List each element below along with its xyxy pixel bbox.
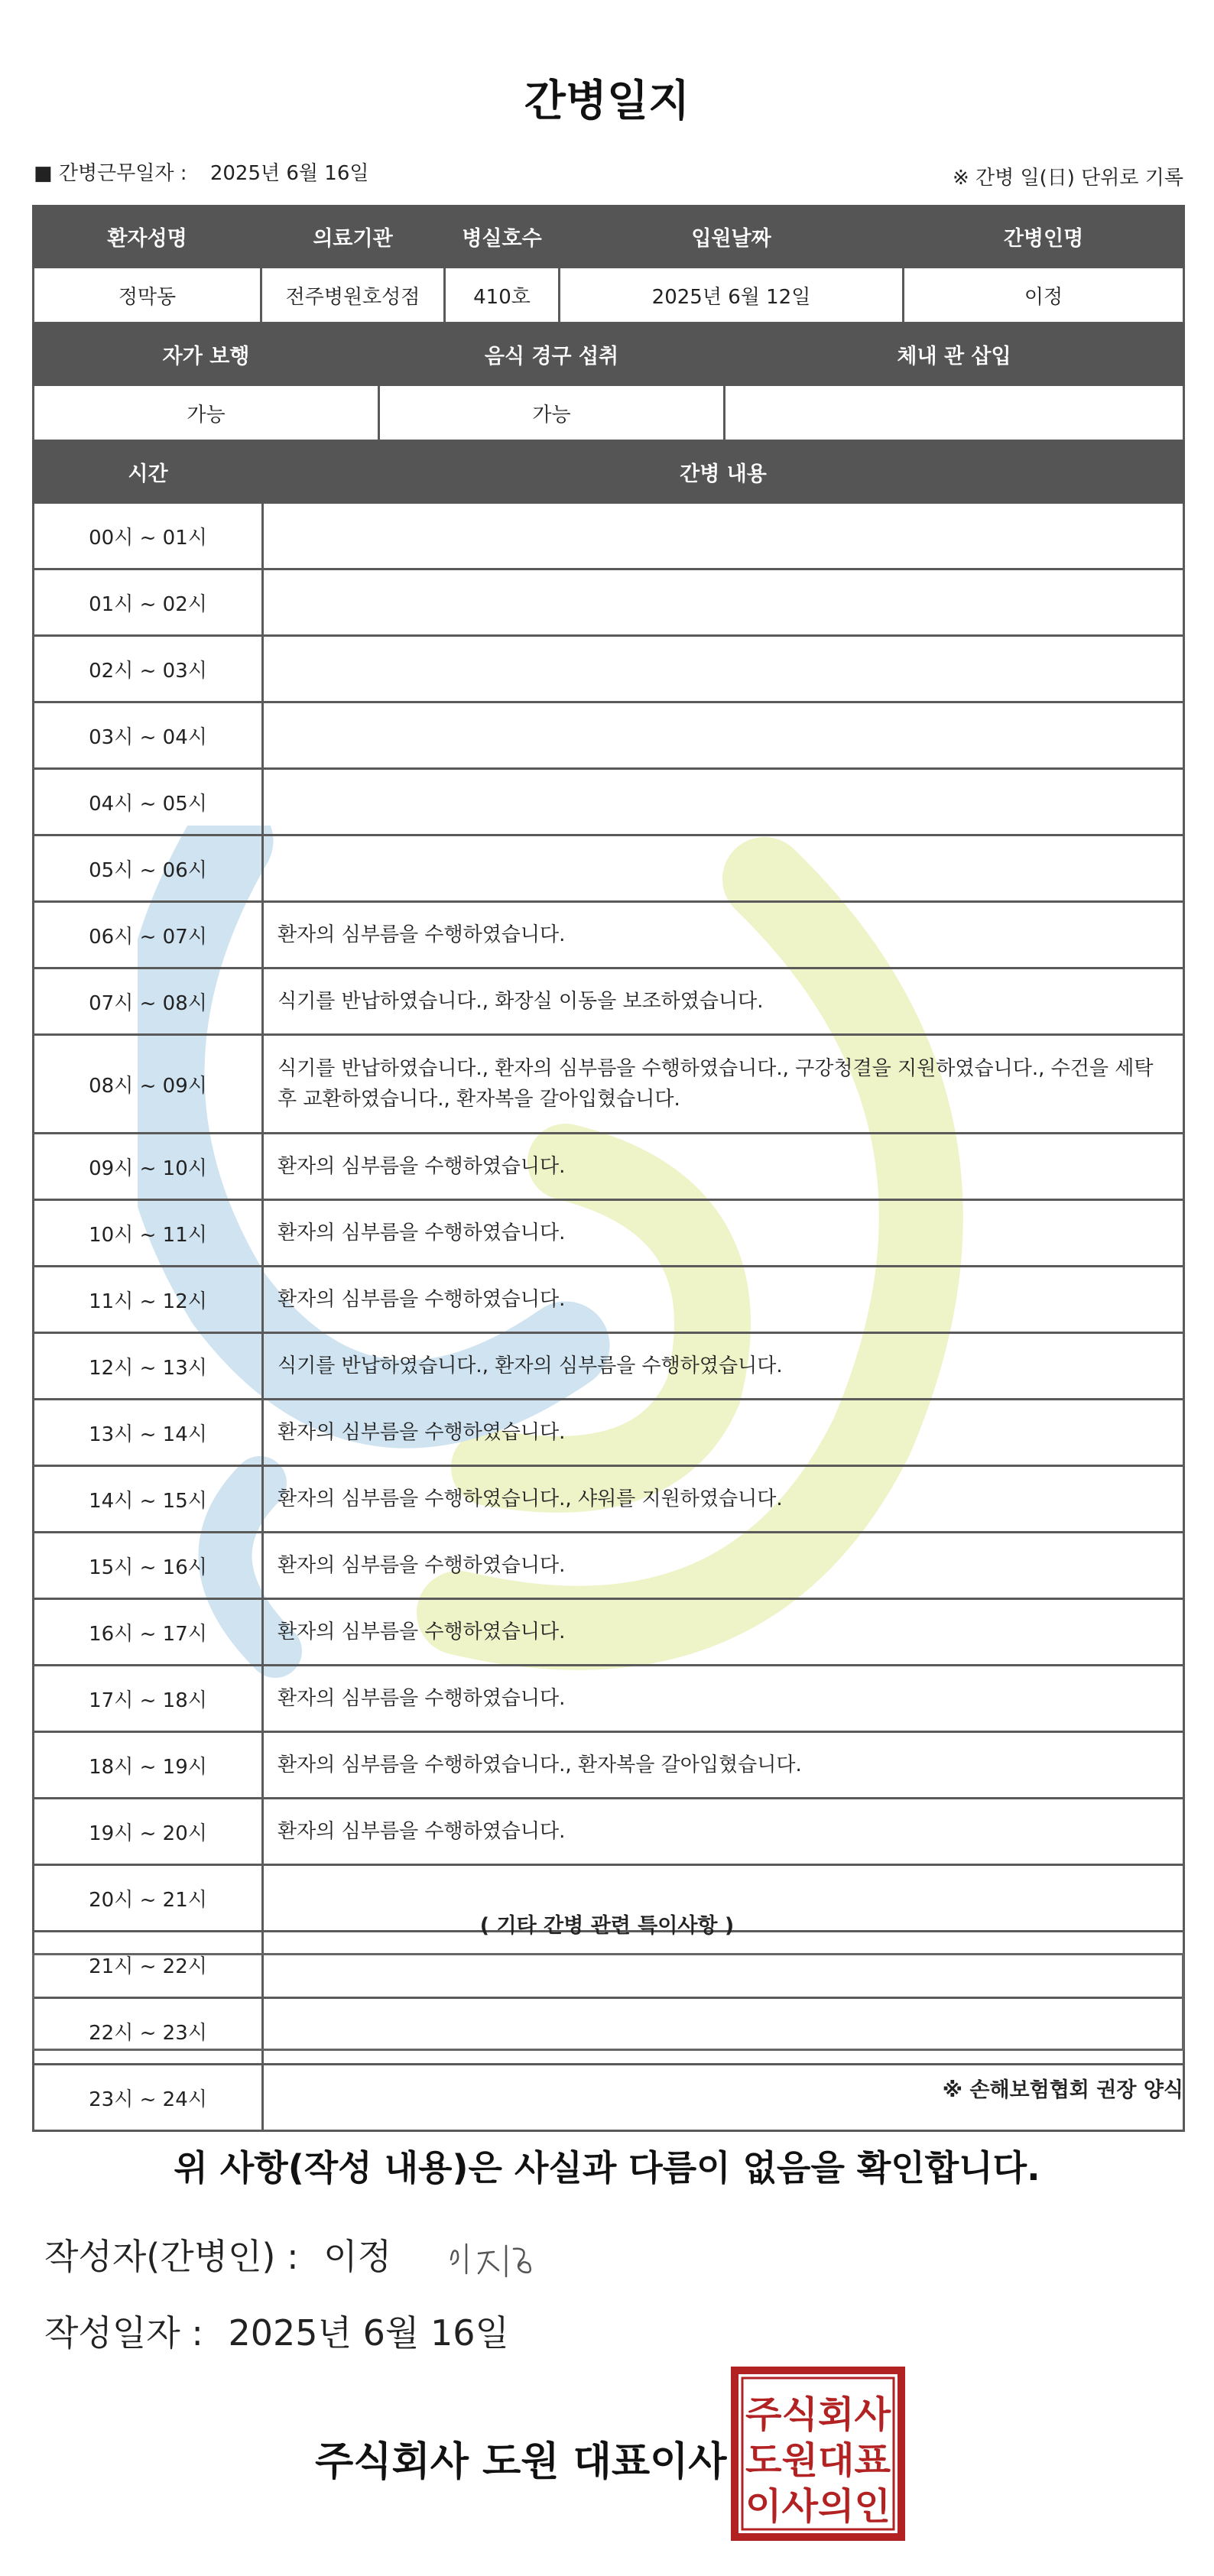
work-date (34, 157, 369, 186)
table-header-row (34, 442, 1184, 503)
svg-text:도원대표: 도원대표 (745, 2439, 891, 2482)
tube-insertion-status (725, 385, 1184, 441)
time-slot: 20시 ~ 21시 (34, 1865, 263, 1932)
time-slot: 05시 ~ 06시 (34, 835, 263, 902)
table-row (34, 1200, 1184, 1267)
record-unit-note: ※ 간병 일(日) 단위로 기록 (952, 167, 1183, 190)
patient-name: 정막동 (34, 268, 261, 323)
header-room: 병실호수 (445, 206, 560, 268)
table-row (34, 1732, 1184, 1799)
time-slot: 23시 ~ 24시 (34, 2065, 263, 2131)
handwritten-signature (443, 2230, 558, 2284)
care-content (263, 569, 1184, 636)
care-content (263, 636, 1184, 702)
write-date-line (44, 2305, 509, 2356)
time-slot: 21시 ~ 22시 (34, 1932, 263, 1998)
svg-text:주식회사: 주식회사 (745, 2393, 891, 2436)
care-content (263, 702, 1184, 769)
walking-status: 가능 (34, 385, 379, 441)
care-content: 환자의 심부름을 수행하였습니다., 샤워를 지원하였습니다. (263, 1466, 1184, 1533)
notes-title: ( 기타 간병 관련 특이사항 ) (479, 1914, 735, 1938)
care-content: 환자의 심부름을 수행하였습니다. (263, 1799, 1184, 1865)
time-slot: 07시 ~ 08시 (34, 968, 263, 1035)
time-slot: 08시 ~ 09시 (34, 1035, 263, 1134)
work-date-value: 2025년 6월 16일 (209, 162, 369, 185)
time-slot: 02시 ~ 03시 (34, 636, 263, 702)
table-row (34, 1666, 1184, 1732)
time-slot: 13시 ~ 14시 (34, 1400, 263, 1466)
time-slot: 16시 ~ 17시 (34, 1599, 263, 1666)
care-content: 환자의 심부름을 수행하였습니다. (263, 1599, 1184, 1666)
care-content: 환자의 심부름을 수행하였습니다. (263, 1666, 1184, 1732)
care-content: 환자의 심부름을 수행하였습니다. (263, 1200, 1184, 1267)
care-content: 환자의 심부름을 수행하였습니다. (263, 1533, 1184, 1599)
admission-date: 2025년 6월 12일 (560, 268, 904, 323)
time-slot: 11시 ~ 12시 (34, 1267, 263, 1333)
time-slot: 04시 ~ 05시 (34, 769, 263, 835)
time-slot: 00시 ~ 01시 (34, 503, 263, 569)
table-row (34, 1799, 1184, 1865)
table-row (34, 268, 1184, 323)
company-signature: 주식회사 도원 대표이사 (315, 2439, 727, 2485)
time-slot: 09시 ~ 10시 (34, 1134, 263, 1200)
table-row (34, 1035, 1184, 1134)
table-row (34, 636, 1184, 702)
write-date-value: 2025년 6월 16일 (228, 2312, 509, 2354)
table-row (34, 569, 1184, 636)
time-slot: 12시 ~ 13시 (34, 1333, 263, 1400)
care-content (263, 769, 1184, 835)
writer-label: 작성자(간병인) : (44, 2236, 299, 2277)
care-content: 환자의 심부름을 수행하였습니다. (263, 1267, 1184, 1333)
table-row (34, 702, 1184, 769)
header-time: 시간 (34, 442, 263, 503)
care-content: 환자의 심부름을 수행하였습니다. (263, 1134, 1184, 1200)
care-content: 환자의 심부름을 수행하였습니다. (263, 902, 1184, 968)
table-row (34, 1599, 1184, 1666)
writer-line (44, 2229, 391, 2279)
time-slot: 15시 ~ 16시 (34, 1533, 263, 1599)
header-walking: 자가 보행 (34, 324, 379, 385)
form-source-note: ※ 손해보험협회 권장 양식 (942, 2078, 1183, 2102)
table-row (34, 1466, 1184, 1533)
time-slot: 03시 ~ 04시 (34, 702, 263, 769)
room-number: 410호 (445, 268, 560, 323)
page-title: 간병일지 (524, 76, 690, 126)
care-content: 식기를 반납하였습니다., 화장실 이동을 보조하였습니다. (263, 968, 1184, 1035)
table-header-row (34, 206, 1184, 268)
time-slot: 22시 ~ 23시 (34, 1998, 263, 2065)
notes-box (32, 1953, 1184, 2051)
caregiver-name: 이정 (904, 268, 1184, 323)
care-content: 환자의 심부름을 수행하였습니다. (263, 1400, 1184, 1466)
work-date-label: ■ 간병근무일자 : (34, 162, 187, 185)
care-content (263, 835, 1184, 902)
header-admission-date: 입원날짜 (560, 206, 904, 268)
care-log-table (32, 440, 1185, 2132)
header-patient-name: 환자성명 (34, 206, 261, 268)
table-row (34, 769, 1184, 835)
header-tube-insertion: 체내 관 삽입 (725, 324, 1184, 385)
time-slot: 01시 ~ 02시 (34, 569, 263, 636)
table-row (34, 1333, 1184, 1400)
table-row (34, 503, 1184, 569)
time-slot: 19시 ~ 20시 (34, 1799, 263, 1865)
writer-name: 이정 (323, 2236, 392, 2277)
company-seal-stamp (730, 2366, 906, 2542)
care-content: 환자의 심부름을 수행하였습니다., 환자복을 갈아입혔습니다. (263, 1732, 1184, 1799)
header-hospital: 의료기관 (261, 206, 445, 268)
care-content (263, 503, 1184, 569)
oral-intake-status: 가능 (379, 385, 725, 441)
table-row (34, 1134, 1184, 1200)
write-date-label: 작성일자 : (44, 2312, 203, 2354)
header-oral-intake: 음식 경구 섭취 (379, 324, 725, 385)
svg-text:이사의인: 이사의인 (745, 2485, 891, 2528)
care-content: 식기를 반납하였습니다., 환자의 심부름을 수행하였습니다. (263, 1333, 1184, 1400)
confirmation-statement: 위 사항(작성 내용)은 사실과 다름이 없음을 확인합니다. (174, 2147, 1040, 2188)
patient-status-table (32, 323, 1185, 442)
table-row (34, 902, 1184, 968)
care-content: 식기를 반납하였습니다., 환자의 심부름을 수행하였습니다., 구강청결을 지원하였습니다., 수건을 세탁 후 교환하였습니다., 환자복을 갈아입혔습니다. (263, 1035, 1184, 1134)
table-row (34, 1267, 1184, 1333)
time-slot: 14시 ~ 15시 (34, 1466, 263, 1533)
time-slot: 06시 ~ 07시 (34, 902, 263, 968)
time-slot: 10시 ~ 11시 (34, 1200, 263, 1267)
table-header-row (34, 324, 1184, 385)
time-slot: 18시 ~ 19시 (34, 1732, 263, 1799)
table-row (34, 835, 1184, 902)
header-caregiver: 간병인명 (904, 206, 1184, 268)
patient-info-table (32, 205, 1185, 324)
header-care-content: 간병 내용 (263, 442, 1184, 503)
table-row (34, 968, 1184, 1035)
time-slot: 17시 ~ 18시 (34, 1666, 263, 1732)
hospital-name: 전주병원호성점 (261, 268, 445, 323)
table-row (34, 385, 1184, 441)
table-row (34, 1533, 1184, 1599)
table-row (34, 1400, 1184, 1466)
